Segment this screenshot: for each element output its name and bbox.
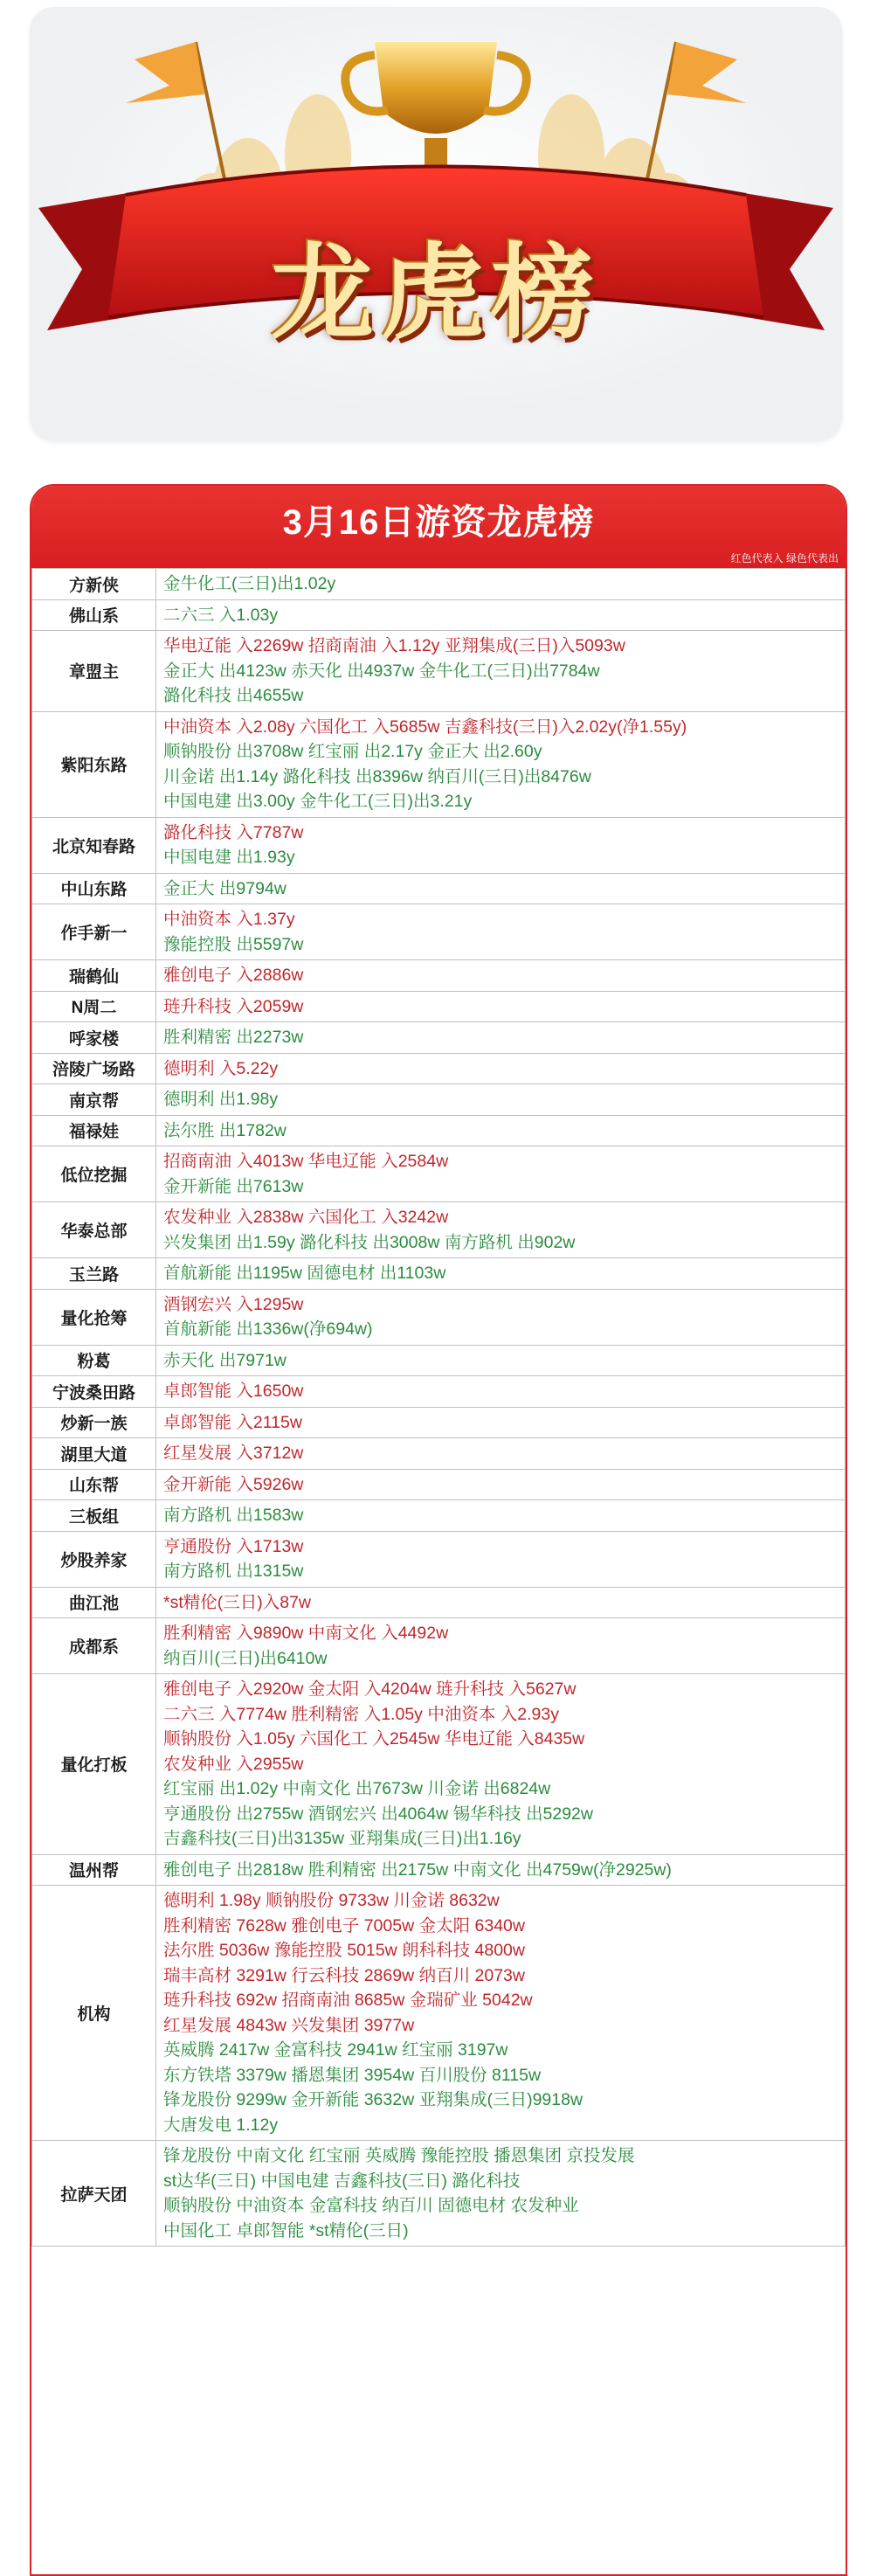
- trade-line: 法尔胜 5036w 豫能控股 5015w 朗科科技 4800w: [163, 1941, 525, 1960]
- table-row: [32, 904, 846, 960]
- trade-details: [156, 1115, 846, 1146]
- trade-details: [156, 599, 846, 631]
- trade-line: 农发种业 入2838w 六国化工 入3242w: [163, 1208, 449, 1227]
- trade-details: [156, 873, 846, 904]
- trade-details: [156, 1022, 846, 1054]
- trade-line: 豫能控股 出5597w: [163, 934, 304, 954]
- trade-line: 南方路机 出1315w: [163, 1562, 304, 1581]
- trade-details: [156, 1289, 846, 1345]
- trader-name: 瑞鹤仙: [32, 960, 156, 992]
- trader-name: 福禄娃: [32, 1115, 156, 1146]
- table-row: [32, 1202, 846, 1258]
- trader-name: 紫阳东路: [32, 711, 156, 817]
- trader-name: 拉萨天团: [32, 2141, 156, 2247]
- trader-name: 炒新一族: [32, 1407, 156, 1438]
- trade-line: 华电辽能 入2269w 招商南油 入1.12y 亚翔集成(三日)入5093w: [163, 636, 625, 655]
- trader-name: 作手新一: [32, 904, 156, 960]
- trader-name: 机构: [32, 1886, 156, 2141]
- trade-line: 锋龙股份 中南文化 红宝丽 英威腾 豫能控股 播恩集团 京投发展: [163, 2146, 635, 2165]
- trader-name: 低位挖掘: [32, 1146, 156, 1202]
- trade-line: 金牛化工(三日)出1.02y: [163, 574, 336, 593]
- table-row: [32, 1500, 846, 1532]
- table-row: [32, 1258, 846, 1290]
- trade-line: 雅创电子 入2920w 金太阳 入4204w 琏升科技 入5627w: [163, 1679, 577, 1699]
- color-legend: 红色代表入 绿色代表出: [730, 552, 839, 564]
- trade-details: [156, 1469, 846, 1500]
- board-title: 3月16日游资龙虎榜: [282, 503, 595, 542]
- table-row: [32, 1531, 846, 1587]
- trade-line: 首航新能 出1336w(净694w): [163, 1319, 373, 1339]
- trader-name: 山东帮: [32, 1469, 156, 1500]
- table-row: [32, 1376, 846, 1408]
- trader-name: 温州帮: [32, 1854, 156, 1886]
- trade-details: [156, 1587, 846, 1618]
- table-row: [32, 873, 846, 904]
- table-row: [32, 1022, 846, 1054]
- trader-name: 方新侠: [32, 569, 156, 600]
- board-table: [31, 568, 846, 2247]
- trade-line: 雅创电子 出2818w 胜利精密 出2175w 中南文化 出4759w(净2925w): [163, 1859, 672, 1880]
- trade-line: 金正大 出9794w: [163, 878, 287, 898]
- table-row: [32, 1115, 846, 1146]
- trade-line: 首航新能 出1195w 固德电材 出1103w: [163, 1264, 446, 1283]
- trade-line: 赤天化 出7971w: [163, 1350, 287, 1370]
- trade-line: 金开新能 入5926w: [163, 1474, 304, 1494]
- trader-name: 华泰总部: [32, 1202, 156, 1258]
- trade-details: [156, 711, 846, 817]
- trade-line: 卓郎智能 入1650w: [163, 1381, 304, 1401]
- trade-details: [156, 1345, 846, 1376]
- trade-line: 德明利 入5.22y: [163, 1058, 279, 1078]
- trade-details: [156, 1202, 846, 1258]
- trade-line: 锋龙股份 9299w 金开新能 3632w 亚翔集成(三日)9918w: [163, 2090, 583, 2109]
- trader-name: 南京帮: [32, 1084, 156, 1116]
- trader-name: 中山东路: [32, 873, 156, 904]
- trade-line: 中国电建 出1.93y: [163, 848, 295, 867]
- trade-line: 红星发展 4843w 兴发集团 3977w: [163, 2015, 415, 2035]
- table-row: [32, 1886, 846, 2141]
- trade-details: [156, 631, 846, 712]
- trade-details: [156, 991, 846, 1022]
- trade-line: 农发种业 入2955w: [163, 1754, 304, 1774]
- trade-line: 德明利 1.98y 顺钠股份 9733w 川金诺 8632w: [163, 1891, 500, 1910]
- trade-details: [156, 960, 846, 992]
- trade-details: [156, 1531, 846, 1587]
- trade-line: 大唐发电 1.12y: [163, 2115, 279, 2135]
- trade-line: 雅创电子 入2886w: [163, 966, 304, 985]
- trade-line: 川金诺 出1.14y 潞化科技 出8396w 纳百川(三日)出8476w: [163, 766, 591, 786]
- trade-details: [156, 817, 846, 873]
- trade-line: 吉鑫科技(三日)出3135w 亚翔集成(三日)出1.16y: [163, 1829, 521, 1848]
- trade-details: [156, 904, 846, 960]
- trade-line: 胜利精密 入9890w 中南文化 入4492w: [163, 1624, 449, 1643]
- trade-details: [156, 1407, 846, 1438]
- table-row: [32, 1146, 846, 1202]
- trade-details: [156, 1674, 846, 1855]
- trader-name: 湖里大道: [32, 1438, 156, 1470]
- trader-name: 粉葛: [32, 1345, 156, 1376]
- trader-name: 佛山系: [32, 599, 156, 631]
- trade-line: 英威腾 2417w 金富科技 2941w 红宝丽 3197w: [163, 2040, 508, 2060]
- trader-name: 曲江池: [32, 1587, 156, 1618]
- trade-line: 顺钠股份 入1.05y 六国化工 入2545w 华电辽能 入8435w: [163, 1729, 585, 1748]
- trade-line: 兴发集团 出1.59y 潞化科技 出3008w 南方路机 出902w: [163, 1232, 576, 1252]
- trade-line: 酒钢宏兴 入1295w: [163, 1294, 304, 1314]
- trade-details: [156, 1438, 846, 1470]
- trade-line: 红宝丽 出1.02y 中南文化 出7673w 川金诺 出6824w: [163, 1779, 551, 1798]
- table-row: [32, 599, 846, 631]
- table-row: [32, 1289, 846, 1345]
- banner-title: 龙虎榜: [270, 232, 601, 353]
- table-row: [32, 960, 846, 992]
- table-row: [32, 1587, 846, 1618]
- table-row: [32, 1618, 846, 1674]
- trade-line: 胜利精密 7628w 雅创电子 7005w 金太阳 6340w: [163, 1915, 525, 1935]
- trader-name: 宁波桑田路: [32, 1376, 156, 1408]
- table-row: [32, 2141, 846, 2247]
- trade-line: 红星发展 入3712w: [163, 1444, 304, 1463]
- table-row: [32, 569, 846, 600]
- table-row: [32, 711, 846, 817]
- trade-line: 中国化工 卓郎智能 *st精伦(三日): [163, 2220, 409, 2240]
- board-card: [30, 484, 847, 2576]
- trader-name: N周二: [32, 991, 156, 1022]
- trade-details: [156, 569, 846, 600]
- trade-line: 顺钠股份 中油资本 金富科技 纳百川 固德电材 农发种业: [163, 2196, 579, 2215]
- trade-line: 东方铁塔 3379w 播恩集团 3954w 百川股份 8115w: [163, 2065, 542, 2085]
- trader-name: 量化抢筹: [32, 1289, 156, 1345]
- trader-name: 涪陵广场路: [32, 1053, 156, 1084]
- table-row: [32, 1345, 846, 1376]
- table-row: [32, 991, 846, 1022]
- table-row: [32, 1407, 846, 1438]
- table-row: [32, 1053, 846, 1084]
- trade-line: 中国电建 出3.00y 金牛化工(三日)出3.21y: [163, 792, 473, 811]
- trade-details: [156, 1500, 846, 1532]
- trade-details: [156, 1146, 846, 1202]
- table-row: [32, 631, 846, 712]
- trade-line: 顺钠股份 出3708w 红宝丽 出2.17y 金正大 出2.60y: [163, 742, 542, 761]
- trade-line: 金开新能 出7613w: [163, 1176, 304, 1196]
- trade-details: [156, 1854, 846, 1886]
- trade-details: [156, 1258, 846, 1290]
- trade-line: 亨通股份 入1713w: [163, 1536, 304, 1556]
- trader-name: 章盟主: [32, 631, 156, 712]
- trade-details: [156, 1053, 846, 1084]
- trade-line: st达华(三日) 中国电建 吉鑫科技(三日) 潞化科技: [163, 2171, 521, 2191]
- trader-name: 炒股养家: [32, 1531, 156, 1587]
- trade-line: 纳百川(三日)出6410w: [163, 1648, 328, 1668]
- table-row: [32, 1469, 846, 1500]
- trade-details: [156, 2141, 846, 2247]
- trade-line: 法尔胜 出1782w: [163, 1120, 287, 1140]
- trader-name: 北京知春路: [32, 817, 156, 873]
- trade-line: 德明利 出1.98y: [163, 1090, 279, 1109]
- trader-name: 量化打板: [32, 1674, 156, 1855]
- trader-name: 玉兰路: [32, 1258, 156, 1290]
- table-row: [32, 1854, 846, 1886]
- trade-line: *st精伦(三日)入87w: [163, 1592, 312, 1612]
- trade-line: 潞化科技 出4655w: [163, 686, 304, 705]
- trade-line: 亨通股份 出2755w 酒钢宏兴 出4064w 锡华科技 出5292w: [163, 1804, 593, 1824]
- trade-line: 卓郎智能 入2115w: [163, 1412, 302, 1432]
- table-row: [32, 1438, 846, 1470]
- trade-line: 中油资本 入1.37y: [163, 910, 295, 929]
- trade-line: 琏升科技 入2059w: [163, 996, 304, 1016]
- trade-details: [156, 1084, 846, 1116]
- trade-line: 潞化科技 入7787w: [163, 822, 304, 842]
- header-banner: [30, 7, 842, 440]
- trade-line: 琏升科技 692w 招商南油 8685w 金瑞矿业 5042w: [163, 1991, 533, 2010]
- trader-name: 三板组: [32, 1500, 156, 1532]
- trade-line: 二六三 入7774w 胜利精密 入1.05y 中油资本 入2.93y: [163, 1704, 559, 1724]
- trade-line: 中油资本 入2.08y 六国化工 入5685w 吉鑫科技(三日)入2.02y(净1.55y): [163, 717, 687, 737]
- trade-details: [156, 1886, 846, 2141]
- trader-name: 呼家楼: [32, 1022, 156, 1054]
- trade-details: [156, 1618, 846, 1674]
- trade-line: 胜利精密 出2273w: [163, 1028, 304, 1047]
- trade-details: [156, 1376, 846, 1408]
- trade-line: 金正大 出4123w 赤天化 出4937w 金牛化工(三日)出7784w: [163, 661, 600, 681]
- trade-line: 招商南油 入4013w 华电辽能 入2584w: [163, 1152, 449, 1171]
- trade-line: 二六三 入1.03y: [163, 605, 279, 625]
- table-row: [32, 817, 846, 873]
- trader-name: 成都系: [32, 1618, 156, 1674]
- trade-line: 瑞丰高材 3291w 行云科技 2869w 纳百川 2073w: [163, 1965, 525, 1985]
- table-row: [32, 1674, 846, 1855]
- table-row: [32, 1084, 846, 1116]
- board-header: [31, 486, 846, 568]
- trade-line: 南方路机 出1583w: [163, 1506, 304, 1525]
